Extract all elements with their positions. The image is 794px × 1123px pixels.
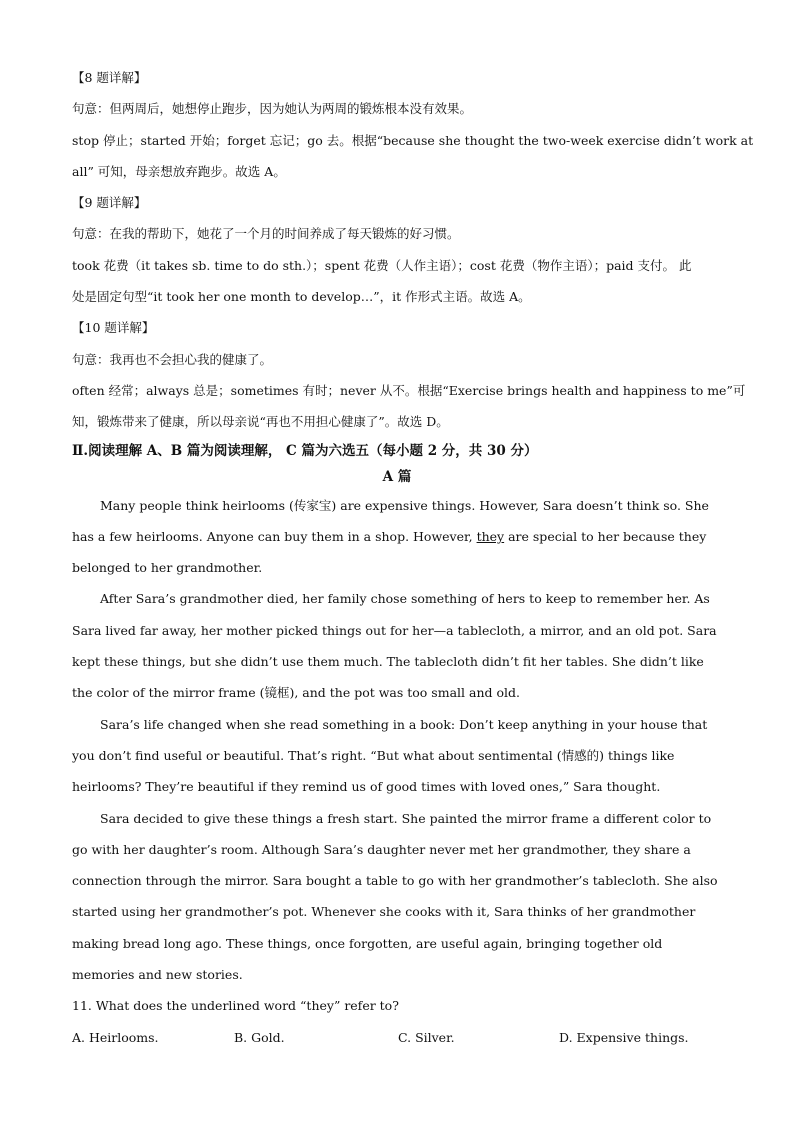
q10-explanation-line-1: often 经常；always 总是；sometimes 有时；never 从不。根据“Exercise brings health and happiness to me”可 (72, 382, 746, 398)
q8-meaning: 句意：但两周后，她想停止跑步，因为她认为两周的锻炼根本没有效果。 (72, 101, 473, 117)
section-heading: Ⅱ.阅读理解 A、B 篇为阅读理解， C 篇为六选五（每小题 2 分，共 30 分） (72, 442, 538, 459)
q10-explanation-line-2: 知，锻炼带来了健康，所以母亲说“再也不用担心健康了”。故选 D。 (72, 414, 449, 430)
q9-explanation-line-2: 处是固定句型“it took her one month to develop…”，it 作形式主语。故选 A。 (72, 289, 531, 305)
passage-title: A 篇 (382, 468, 412, 485)
q8-title: 【8 题详解】 (72, 70, 147, 85)
q8-explanation-line-2: all” 可知，母亲想放弃跑步。故选 A。 (72, 163, 286, 179)
q11-option-a[interactable]: A. Heirlooms. (72, 1029, 159, 1045)
p1-text-after: are special to her because they belonged to her grandmother. (72, 528, 707, 576)
q10-title: 【10 题详解】 (72, 320, 155, 336)
q9-title: 【9 题详解】 (72, 195, 147, 211)
q11-option-b[interactable]: B. Gold. (234, 1029, 285, 1045)
underlined-word-they: they (476, 528, 505, 544)
p1-text-before: Many people think heirlooms (传家宝) are expensive things. However, Sara doesn’t think so. She has a few heirlooms. Anyone can buy them in a shop. However, (72, 497, 709, 544)
passage-paragraph-1 (72, 490, 722, 584)
q10-meaning: 句意：我再也不会担心我的健康了。 (72, 351, 273, 367)
passage-paragraph-4: Sara decided to give these things a fresh start. She painted the mirror frame a different color to go with her daughter’s room. Although Sara’s daughter never met her grandmother, they share a connection through the mirror. Sara bought a table to go with her grandmother’s tablecloth. She also started using her grandmother’s pot. Whenever she cooks with it, Sara thinks of her grandmother making bread long ago. These things, once forgotten, are useful again, bringing together old memories and new stories. (72, 810, 718, 983)
passage-paragraph-3: Sara’s life changed when she read something in a book: Don’t keep anything in your house that you don’t find useful or beautiful. That’s right. “But what about sentimental (情感的) things like heirlooms? They’re beautiful if they remind us of good times with loved ones,” Sara thought. (72, 716, 708, 795)
q11-stem: 11. What does the underlined word “they” refer to? (72, 998, 399, 1014)
q11-option-c[interactable]: C. Silver. (398, 1029, 455, 1045)
passage-paragraph-2: After Sara’s grandmother died, her family chose something of hers to keep to remember her. As Sara lived far away, her mother picked things out for her—a tablecloth, a mirror, and an old pot. Sara kept these things, but she didn’t use them much. The tablecloth didn’t fit her tables. She didn’t like the color of the mirror frame (镜框), and the pot was too small and old. (72, 591, 717, 701)
q9-meaning: 句意：在我的帮助下，她花了一个月的时间养成了每天锻炼的好习惯。 (72, 226, 460, 242)
q11-options (72, 1022, 722, 1053)
q8-explanation-line-1: stop 停止；started 开始；forget 忘记；go 去。根据“because she thought the two-week exercise didn’t work at (72, 132, 754, 148)
q11-option-d[interactable]: D. Expensive things. (559, 1029, 689, 1045)
document-body (72, 62, 754, 1053)
q9-explanation-line-1: took 花费（it takes sb. time to do sth.）；spent 花费（人作主语）；cost 花费（物作主语）；paid 支付。 此 (72, 257, 692, 273)
